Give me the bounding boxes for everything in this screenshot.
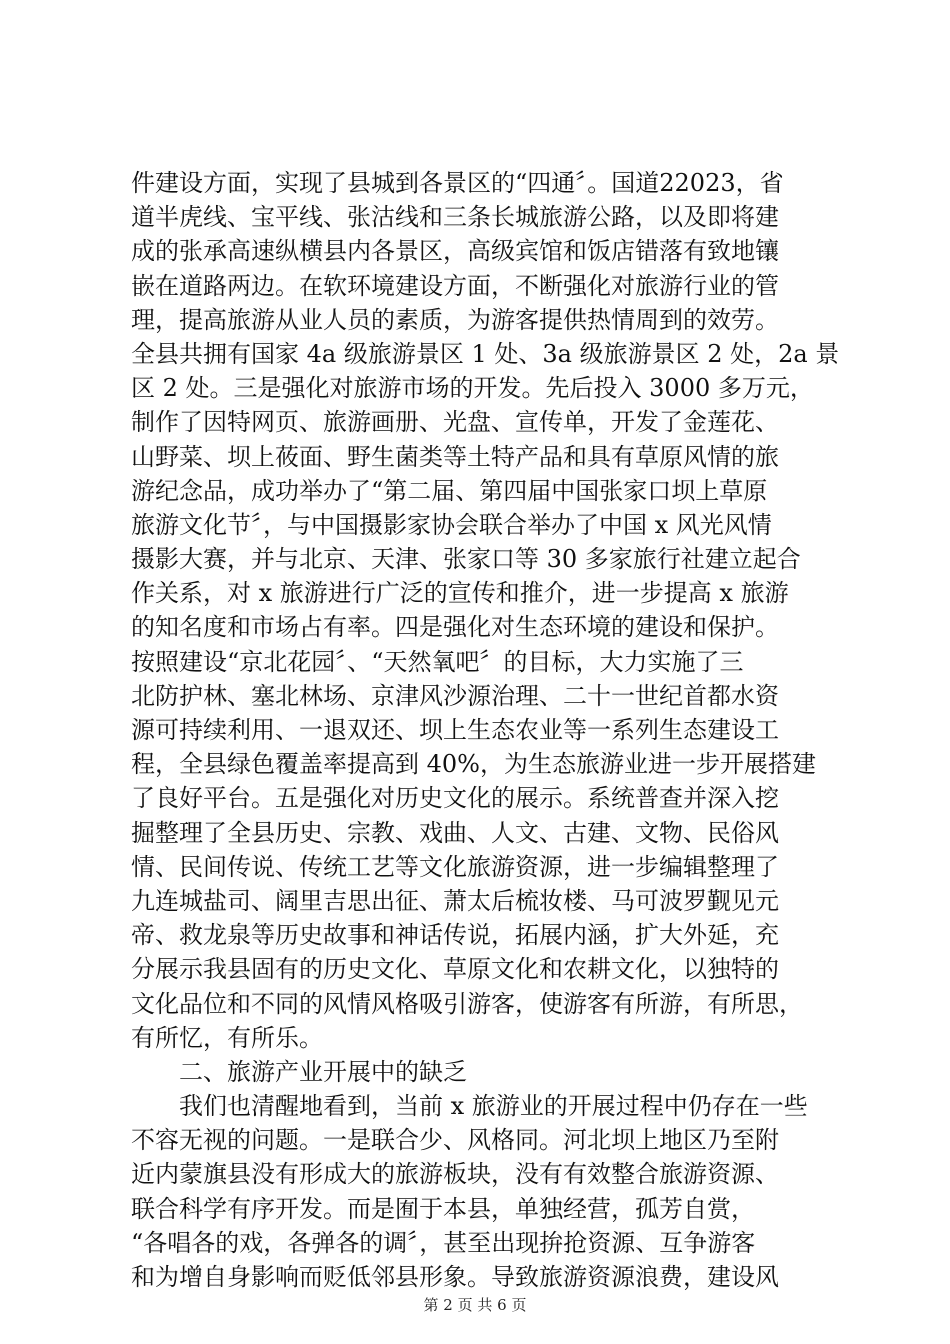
text-line: 制作了因特网页、旅游画册、光盘、宣传单，开发了金莲花、: [131, 408, 779, 437]
text-line: 源可持续利用、一退双还、坝上生态农业等一系列生态建设工: [131, 716, 779, 744]
text-line: 我们也清醒地看到，当前 x 旅游业的开展过程中仍存在一些: [131, 1092, 808, 1121]
text-line: 全县共拥有国家 4a 级旅游景区 1 处、3a 级旅游景区 2 处，2a 景: [131, 339, 840, 368]
text-line: 掘整理了全县历史、宗教、戏曲、人文、古建、文物、民俗风: [131, 818, 779, 847]
text-line: 有所忆，有所乐。: [131, 1023, 323, 1052]
text-line: 件建设方面，实现了县城到各景区的“四通〞。国道22023，省: [131, 169, 784, 197]
text-line: 不容无视的问题。一是联合少、风格同。河北坝上地区乃至附: [131, 1126, 779, 1155]
text-line: 理，提高旅游从业人员的素质，为游客提供热情周到的效劳。: [131, 305, 779, 334]
text-line: 北防护林、塞北林场、京津风沙源治理、二十一世纪首都水资: [131, 681, 779, 710]
text-line: 的知名度和市场占有率。四是强化对生态环境的建设和保护。: [131, 613, 779, 642]
text-line: 按照建设“京北花园〞、“天然氧吧〞的目标，大力实施了三: [131, 647, 744, 676]
text-line: 联合科学有序开发。而是囿于本县，单独经营，孤芳自赏，: [131, 1194, 755, 1223]
text-line: 了良好平台。五是强化对历史文化的展示。系统普查并深入挖: [131, 784, 779, 813]
text-line: 成的张承高速纵横县内各景区，高级宾馆和饭店错落有致地镶: [131, 237, 779, 266]
text-line: 程，全县绿色覆盖率提高到 40%，为生态旅游业进一步开展搭建: [131, 750, 816, 779]
section-heading: 二、旅游产业开展中的缺乏: [131, 1057, 467, 1086]
text-line: 文化品位和不同的风情风格吸引游客，使游客有所游，有所思，: [131, 989, 803, 1018]
body-text: [131, 166, 851, 1294]
text-line: 情、民间传说、传统工艺等文化旅游资源，进一步编辑整理了: [131, 852, 779, 881]
text-line: 区 2 处。三是强化对旅游市场的开发。先后投入 3000 多万元，: [131, 374, 814, 403]
text-line: 游纪念品，成功举办了“第二届、第四届中国张家口坝上草原: [131, 476, 768, 505]
text-line: 九连城盐司、阔里吉思出征、萧太后梳妆楼、马可波罗觐见元: [131, 886, 779, 915]
text-line: 分展示我县固有的历史文化、草原文化和农耕文化，以独特的: [131, 955, 779, 984]
text-line: 帝、救龙泉等历史故事和神话传说，拓展内涵，扩大外延，充: [131, 921, 779, 950]
text-line: 摄影大赛，并与北京、天津、张家口等 30 多家旅行社建立起合: [131, 545, 801, 574]
text-line: 旅游文化节〞，与中国摄影家协会联合举办了中国 x 风光风情: [131, 510, 772, 539]
text-line: 作关系，对 x 旅游进行广泛的宣传和推介，进一步提高 x 旅游: [131, 579, 789, 608]
text-line: 近内蒙旗县没有形成大的旅游板块，没有有效整合旅游资源、: [131, 1160, 779, 1189]
page-number-footer: 第 2 页 共 6 页: [423, 1296, 527, 1314]
text-line: “各唱各的戏，各弹各的调〞，甚至出现拚抢资源、互争游客: [131, 1228, 756, 1257]
text-line: 山野菜、坝上莜面、野生菌类等土特产品和具有草原风情的旅: [131, 442, 779, 471]
text-line: 和为增自身影响而贬低邻县形象。导致旅游资源浪费，建设风: [131, 1263, 779, 1291]
text-line: 道半虎线、宝平线、张沽线和三条长城旅游公路，以及即将建: [131, 203, 779, 232]
text-line: 嵌在道路两边。在软环境建设方面，不断强化对旅游行业的管: [131, 271, 779, 300]
